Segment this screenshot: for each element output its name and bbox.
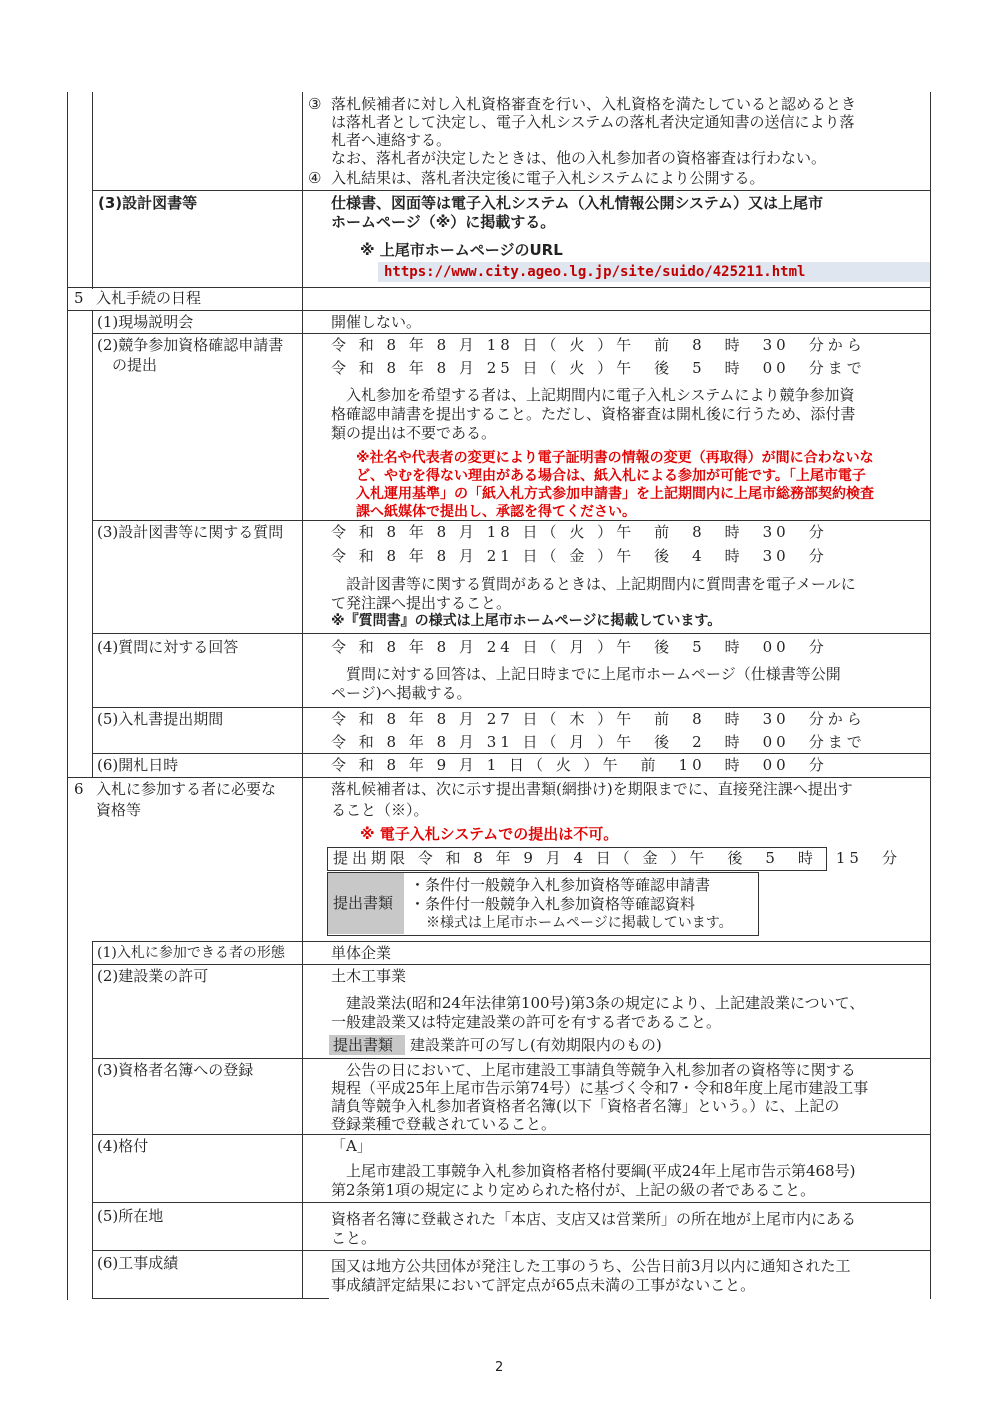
row-label: (1)入札に参加できる者の形態 — [97, 945, 285, 961]
paragraph-line: 仕様書、図面等は電子入札システム（入札情報公開システム）又は上尾市 — [331, 194, 824, 212]
row-label: (6)工事成績 — [97, 1254, 179, 1272]
row-label: (2)競争参加資格確認申請書 — [97, 336, 284, 354]
submission-docs-label: 提出書類 — [333, 1036, 394, 1054]
date-range-end: 令 和 8 年 8 月 25 日（ 火 ）午 後 5 時 00 分まで — [331, 359, 866, 377]
date-range-start: 令 和 8 年 8 月 27 日（ 木 ）午 前 8 時 30 分から — [331, 710, 866, 728]
paragraph-line: 上尾市建設工事競争入札参加資格者格付要綱(平成24年上尾市告示第468号) — [346, 1162, 856, 1180]
left-inner-border — [92, 941, 93, 1298]
section-title: 入札手続の日程 — [96, 289, 202, 307]
item-number: ③ — [308, 95, 322, 113]
deadline-value: 提出期限 令 和 8 年 9 月 4 日（ 金 ）午 後 5 時 15 分 — [333, 849, 901, 867]
list-item: ・条件付一般競争入札参加資格等確認資料 — [410, 895, 696, 913]
row-divider — [92, 1058, 930, 1059]
section-number: 6 — [74, 780, 84, 798]
paragraph-line: なお、落札者が決定したときは、他の入札参加者の資格審査は行わない。 — [331, 149, 827, 167]
row-value: 建設業許可の写し(有効期限内のもの) — [410, 1036, 662, 1054]
section-number: 5 — [74, 289, 84, 307]
date-range-end: 令 和 8 年 8 月 21 日（ 金 ）午 後 4 時 30 分 — [331, 547, 828, 565]
paragraph-line: 落札候補者に対し入札資格審査を行い、入札資格を満たしていると認めるとき — [331, 95, 857, 113]
row-label: (4)格付 — [97, 1137, 149, 1155]
row-divider — [92, 707, 930, 708]
paragraph-line: ホームページ（※）に掲載する。 — [331, 213, 556, 231]
row-divider — [92, 941, 930, 942]
warning-line: ※ 電子入札システムでの提出は不可。 — [360, 825, 619, 843]
row-divider — [67, 310, 930, 311]
row-divider — [92, 190, 930, 191]
paragraph-line: 落札候補者は、次に示す提出書類(網掛け)を期限までに、直接発注課へ提出す — [331, 780, 853, 798]
submission-docs-label: 提出書類 — [333, 894, 394, 912]
column-divider — [302, 92, 303, 1299]
date-value: 令 和 8 年 9 月 1 日（ 火 ）午 前 10 時 00 分 — [331, 756, 828, 774]
paragraph-line: 設計図書等に関する質問があるときは、上記期間内に質問書を電子メールに — [346, 575, 856, 593]
paragraph-line: 札者へ連絡する。 — [331, 131, 452, 149]
section-title: 入札に参加する者に必要な — [96, 780, 277, 798]
paragraph-line: 国又は地方公共団体が発注した工事のうち、公告日前3月以内に通知された工 — [331, 1257, 851, 1275]
paragraph-line: 規程（平成25年上尾市告示第74号）に基づく令和7・令和8年度上尾市建設工事 — [331, 1079, 869, 1097]
row-value: 開催しない。 — [331, 313, 422, 331]
row-label: (5)所在地 — [97, 1207, 164, 1225]
row-label: (3)資格者名簿への登録 — [97, 1061, 254, 1079]
warning-line: ※社名や代表者の変更により電子証明書の情報の変更（再取得）が間に合わないな — [356, 450, 874, 466]
row-label: (1)現場説明会 — [97, 313, 194, 331]
row-label: (3)設計図書等に関する質問 — [97, 523, 284, 541]
homepage-url-link[interactable]: https://www.city.ageo.lg.jp/site/suido/425211.html — [378, 262, 930, 282]
warning-line: 入札運用基準」の「紙入札方式参加申請書」を上記期間内に上尾市総務部契約検査 — [356, 486, 874, 502]
left-outer-border — [67, 92, 68, 1300]
paragraph-line: 登録業種で登載されていること。 — [331, 1115, 557, 1133]
row-label: (4)質問に対する回答 — [97, 638, 239, 656]
row-divider — [92, 333, 930, 334]
section-title: 資格等 — [96, 801, 142, 819]
paragraph-line: 質問に対する回答は、上記日時までに上尾市ホームページ（仕様書等公開 — [346, 665, 841, 683]
paragraph-line: ページ)へ掲載する。 — [331, 684, 472, 702]
paragraph-line: 類の提出は不要である。 — [331, 424, 497, 442]
paragraph-line: 格確認申請書を提出すること。ただし、資格審査は開札後に行うため、添付書 — [331, 405, 856, 423]
row-label: (5)入札書提出期間 — [97, 710, 224, 728]
row-divider — [92, 753, 930, 754]
date-range-end: 令 和 8 年 8 月 31 日（ 月 ）午 後 2 時 00 分まで — [331, 733, 866, 751]
row-value: 「A」 — [331, 1137, 372, 1155]
row-divider — [92, 1134, 930, 1135]
paragraph-line: て発注課へ提出すること。 — [331, 594, 512, 612]
paragraph-line: 建設業法(昭和24年法律第100号)第3条の規定により、上記建設業について、 — [346, 994, 865, 1012]
row-value: 土木工事業 — [331, 967, 407, 985]
paragraph-line: は落札者として決定し、電子入札システムの落札者決定通知書の送信により落 — [331, 113, 855, 131]
date-range-start: 令 和 8 年 8 月 18 日（ 火 ）午 前 8 時 30 分 — [331, 523, 828, 541]
paragraph-line: 入札参加を希望する者は、上記期間内に電子入札システムにより競争参加資 — [346, 386, 855, 404]
list-item: ・条件付一般競争入札参加資格等確認申請書 — [410, 876, 711, 894]
warning-line: ど、やむを得ない理由がある場合は、紙入札による参加が可能です。「上尾市電子 — [356, 468, 866, 484]
note-line: ※様式は上尾市ホームページに掲載しています。 — [426, 915, 733, 931]
row-label: (3)設計図書等 — [98, 194, 198, 212]
paragraph-line: 資格者名簿に登載された「本店、支店又は営業所」の所在地が上尾市内にある — [331, 1210, 857, 1228]
warning-line: 課へ紙媒体で提出し、承認を得てください。 — [356, 504, 636, 520]
right-border — [930, 92, 931, 1299]
date-range-start: 令 和 8 年 8 月 18 日（ 火 ）午 前 8 時 30 分から — [331, 336, 866, 354]
item-number: ④ — [308, 169, 322, 187]
paragraph-line: 一般建設業又は特定建設業の許可を有する者であること。 — [331, 1013, 722, 1031]
paragraph-line: 第2条第1項の規定により定められた格付が、上記の級の者であること。 — [331, 1181, 816, 1199]
paragraph-line: こと。 — [331, 1229, 377, 1247]
row-divider — [92, 633, 930, 634]
row-divider — [67, 777, 930, 778]
row-label: (6)開札日時 — [97, 756, 179, 774]
paragraph-line: 事成績評定結果において評定点が65点未満の工事がないこと。 — [331, 1276, 756, 1294]
row-divider — [92, 1298, 329, 1299]
row-divider — [92, 1250, 930, 1251]
date-value: 令 和 8 年 8 月 24 日（ 月 ）午 後 5 時 00 分 — [331, 638, 828, 656]
row-divider — [92, 1202, 930, 1203]
paragraph-line: 入札結果は、落札者決定後に電子入札システムにより公開する。 — [331, 169, 765, 187]
page-number: 2 — [495, 1360, 504, 1375]
row-divider — [92, 964, 930, 965]
row-label: (2)建設業の許可 — [97, 967, 209, 985]
note-line: ※『質問書』の様式は上尾市ホームページに掲載しています。 — [331, 613, 722, 629]
paragraph-line: ること（※）。 — [331, 801, 429, 819]
row-value: 単体企業 — [331, 944, 392, 962]
row-divider — [67, 287, 930, 288]
paragraph-line: 公告の日において、上尾市建設工事請負等競争入札参加者の資格等に関する — [346, 1061, 856, 1079]
paragraph-line: 請負等競争入札参加者資格者名簿(以下「資格者名簿」という。）に、上記の — [331, 1097, 840, 1115]
url-label: ※ 上尾市ホームページのURL — [360, 241, 563, 259]
row-label: の提出 — [112, 356, 158, 374]
